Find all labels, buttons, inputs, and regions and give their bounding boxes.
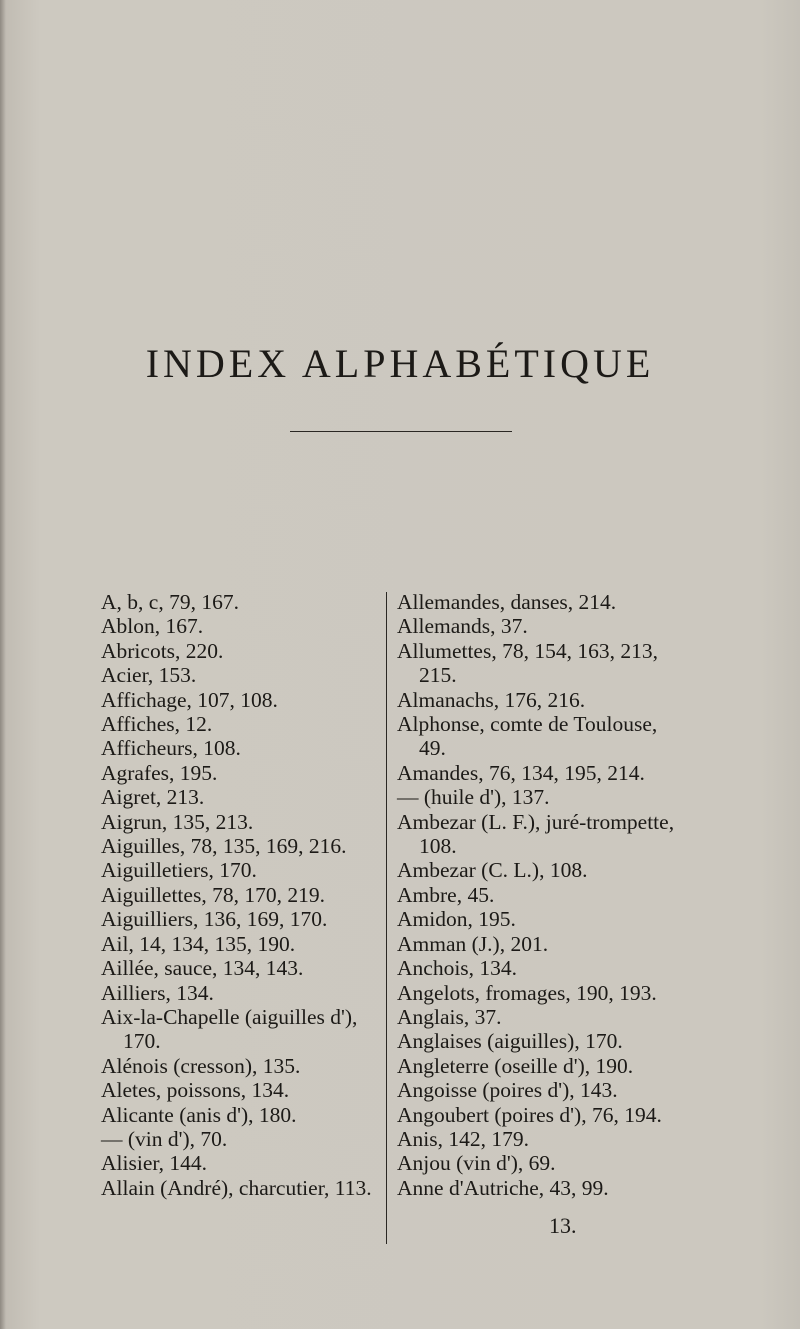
index-entry: Angleterre (oseille d'), 190. bbox=[397, 1053, 634, 1078]
index-entry: Angoisse (poires d'), 143. bbox=[397, 1078, 618, 1103]
index-entry: Anis, 142, 179. bbox=[397, 1126, 529, 1151]
index-entry: Ambezar (C. L.), 108. bbox=[397, 858, 588, 883]
index-entry: Allain (André), charcutier, 113. bbox=[101, 1175, 372, 1200]
index-entry: Allumettes, 78, 154, 163, 213, 215. bbox=[397, 638, 658, 688]
index-entry: Aigrun, 135, 213. bbox=[101, 809, 254, 834]
binding-shadow bbox=[0, 0, 6, 1329]
index-entry: Amman (J.), 201. bbox=[397, 931, 549, 956]
index-entry: Anglais, 37. bbox=[397, 1004, 502, 1029]
index-entry: Alisier, 144. bbox=[101, 1151, 208, 1176]
index-entry: Ablon, 167. bbox=[101, 614, 204, 639]
index-entry: Alicante (anis d'), 180. bbox=[101, 1102, 297, 1127]
index-entry: Allemands, 37. bbox=[397, 614, 528, 639]
index-entry: Angelots, fromages, 190, 193. bbox=[397, 980, 657, 1005]
index-entry: Ambre, 45. bbox=[397, 882, 495, 907]
index-entry: Aillée, sauce, 134, 143. bbox=[101, 956, 304, 981]
page-title: INDEX ALPHABÉTIQUE bbox=[145, 341, 655, 386]
index-entry: Amandes, 76, 134, 195, 214. bbox=[397, 760, 645, 785]
index-entry: Agrafes, 195. bbox=[101, 760, 218, 785]
index-entry: Alénois (cresson), 135. bbox=[101, 1053, 301, 1078]
index-entry: Allemandes, danses, 214. bbox=[397, 590, 617, 614]
index-entry: Acier, 153. bbox=[101, 663, 197, 688]
index-entry: Almanachs, 176, 216. bbox=[397, 687, 586, 712]
index-column-right bbox=[397, 590, 687, 1200]
index-entry: Abricots, 220. bbox=[101, 638, 224, 663]
index-entry: Ambezar (L. F.), juré-trompette, 108. bbox=[397, 809, 675, 859]
index-entry: Aigret, 213. bbox=[101, 785, 205, 810]
index-entry: A, b, c, 79, 167. bbox=[101, 590, 239, 614]
index-entry: Aiguilliers, 136, 169, 170. bbox=[101, 907, 328, 932]
index-entry: Afficheurs, 108. bbox=[101, 736, 241, 761]
index-entry: Aiguilletiers, 170. bbox=[101, 858, 257, 883]
index-entry: Aiguilles, 78, 135, 169, 216. bbox=[101, 834, 347, 859]
index-entry: — (vin d'), 70. bbox=[101, 1126, 228, 1151]
index-entry: — (huile d'), 137. bbox=[397, 785, 550, 810]
index-entry: Affichage, 107, 108. bbox=[101, 687, 278, 712]
index-entry: Aletes, poissons, 134. bbox=[101, 1078, 290, 1103]
column-divider bbox=[386, 592, 387, 1244]
index-entry: Amidon, 195. bbox=[397, 907, 516, 932]
index-entry: Anne d'Autriche, 43, 99. bbox=[397, 1175, 609, 1200]
index-entry: Anjou (vin d'), 69. bbox=[397, 1151, 556, 1176]
title-rule bbox=[290, 431, 512, 432]
index-entry: Anchois, 134. bbox=[397, 956, 518, 981]
index-entry: Ail, 14, 134, 135, 190. bbox=[101, 931, 296, 956]
index-column-left bbox=[101, 590, 383, 1200]
index-entry: Anglaises (aiguilles), 170. bbox=[397, 1029, 623, 1054]
index-entry: Angoubert (poires d'), 76, 194. bbox=[397, 1102, 662, 1127]
index-entry: Affiches, 12. bbox=[101, 712, 213, 737]
index-entry: Aix-la-Chapelle (aiguilles d'), 170. bbox=[101, 1004, 358, 1054]
index-entry: Ailliers, 134. bbox=[101, 980, 214, 1005]
index-entry: Alphonse, comte de Toulouse, 49. bbox=[397, 712, 658, 761]
index-entry: Aiguillettes, 78, 170, 219. bbox=[101, 882, 325, 907]
page-number: 13. bbox=[549, 1213, 577, 1238]
